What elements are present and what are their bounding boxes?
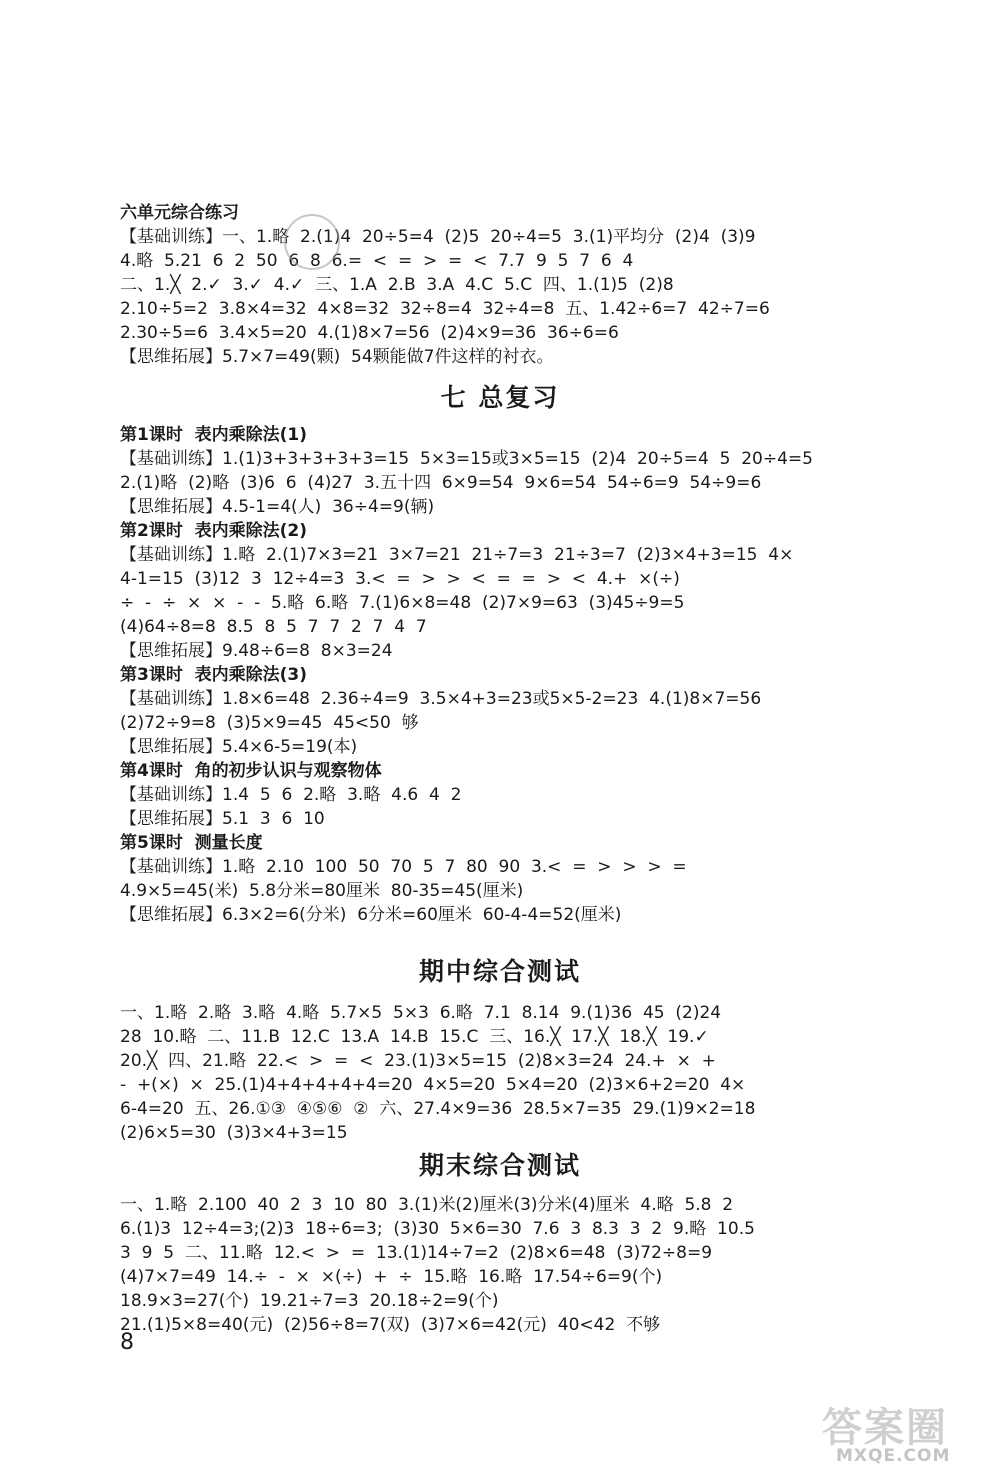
logo-watermark-url: MXQE.COM: [836, 1446, 951, 1466]
answer-line: 6.(1)3 12÷4=3;(2)3 18÷6=3; (3)30 5×6=30 7.6 3 8.3 3 2 9.略 10.5: [120, 1219, 755, 1239]
answer-line: 4.略 5.21 6 2 50 6 8 6.= < = > = < 7.7 9 5 7 6 4: [120, 251, 634, 271]
page-number: 8: [120, 1330, 134, 1355]
answer-line: 【思维拓展】5.1 3 6 10: [120, 809, 325, 829]
answer-line: 【思维拓展】5.4×6-5=19(本): [120, 737, 358, 757]
answer-line: 【思维拓展】5.7×7=49(颗) 54颗能做7件这样的衬衣。: [120, 347, 554, 367]
lesson-title: 第3课时 表内乘除法(3): [120, 665, 308, 685]
answer-line: 28 10.略 二、11.B 12.C 13.A 14.B 15.C 三、16.╳ 17.╳ 18.╳ 19.✓: [120, 1027, 709, 1047]
answer-line: 2.30÷5=6 3.4×5=20 4.(1)8×7=56 (2)4×9=36 36÷6=6: [120, 323, 619, 343]
section-title-final: 期末综合测试: [418, 1151, 581, 1180]
answer-line: (2)72÷9=8 (3)5×9=45 45<50 够: [120, 713, 419, 733]
lesson-title: 第1课时 表内乘除法(1): [120, 425, 308, 445]
answer-line: 4-1=15 (3)12 3 12÷4=3 3.< = > > < = = > < 4.+ ×(÷): [120, 569, 680, 589]
answer-line: ÷ - ÷ × × - - 5.略 6.略 7.(1)6×8=48 (2)7×9=63 (3)45÷9=5: [120, 593, 685, 613]
answer-line: 【思维拓展】9.48÷6=8 8×3=24: [120, 641, 393, 661]
answer-line: 【思维拓展】4.5-1=4(人) 36÷4=9(辆): [120, 497, 435, 517]
answer-line: (2)6×5=30 (3)3×4+3=15: [120, 1123, 348, 1143]
answer-line: 18.9×3=27(个) 19.21÷7=3 20.18÷2=9(个): [120, 1291, 499, 1311]
answer-line: 3 9 5 二、11.略 12.< > = 13.(1)14÷7=2 (2)8×6=48 (3)72÷8=9: [120, 1243, 713, 1263]
answer-line: 二、1.╳ 2.✓ 3.✓ 4.✓ 三、1.A 2.B 3.A 4.C 5.C 四、1.(1)5 (2)8: [120, 275, 674, 295]
answer-line: 【基础训练】1.(1)3+3+3+3+3=15 5×3=15或3×5=15 (2)4 20÷5=4 5 20÷4=5: [120, 449, 813, 469]
logo-watermark: 答案圈: [822, 1405, 948, 1451]
answer-line: 6-4=20 五、26.①③ ④⑤⑥ ② 六、27.4×9=36 28.5×7=35 29.(1)9×2=18: [120, 1099, 756, 1119]
answer-line: 【基础训练】1.4 5 6 2.略 3.略 4.6 4 2: [120, 785, 462, 805]
answer-line: 【基础训练】1.略 2.(1)7×3=21 3×7=21 21÷7=3 21÷3=7 (2)3×4+3=15 4×: [120, 545, 794, 565]
answer-line: 【基础训练】1.略 2.10 100 50 70 5 7 80 90 3.< = > > > =: [120, 857, 687, 877]
answer-line: 一、1.略 2.100 40 2 3 10 80 3.(1)米(2)厘米(3)分米(4)厘米 4.略 5.8 2: [120, 1195, 734, 1215]
lesson-title: 第5课时 测量长度: [120, 833, 263, 853]
answer-line: 【思维拓展】6.3×2=6(分米) 6分米=60厘米 60-4-4=52(厘米): [120, 905, 622, 925]
answer-line: 20.╳ 四、21.略 22.< > = < 23.(1)3×5=15 (2)8×3=24 24.+ × +: [120, 1051, 716, 1071]
lesson-title: 第4课时 角的初步认识与观察物体: [120, 761, 382, 781]
answer-line: 2.(1)略 (2)略 (3)6 6 (4)27 3.五十四 6×9=54 9×6=54 54÷6=9 54÷9=6: [120, 473, 762, 493]
section-title-midterm: 期中综合测试: [418, 957, 581, 986]
answer-line: 4.9×5=45(米) 5.8分米=80厘米 80-35=45(厘米): [120, 881, 524, 901]
lesson-title: 第2课时 表内乘除法(2): [120, 521, 308, 541]
answer-line: - +(×) × 25.(1)4+4+4+4+4=20 4×5=20 5×4=20 (2)3×6+2=20 4×: [120, 1075, 746, 1095]
section-title-unit6: 六单元综合练习: [120, 203, 239, 223]
answer-line: 2.10÷5=2 3.8×4=32 4×8=32 32÷8=4 32÷4=8 五、1.42÷6=7 42÷7=6: [120, 299, 770, 319]
answer-line: 【基础训练】1.8×6=48 2.36÷4=9 3.5×4+3=23或5×5-2=23 4.(1)8×7=56: [120, 689, 762, 709]
answer-line: (4)7×7=49 14.÷ - × ×(÷) + ÷ 15.略 16.略 17.54÷6=9(个): [120, 1267, 663, 1287]
chapter-title: 七 总复习: [440, 383, 560, 412]
stamp-watermark-icon: [284, 214, 340, 270]
answer-line: 21.(1)5×8=40(元) (2)56÷8=7(双) (3)7×6=42(元) 40<42 不够: [120, 1315, 661, 1335]
answer-line: 【基础训练】一、1.略 2.(1)4 20÷5=4 (2)5 20÷4=5 3.(1)平均分 (2)4 (3)9: [120, 227, 756, 247]
answer-line: 一、1.略 2.略 3.略 4.略 5.7×5 5×3 6.略 7.1 8.14 9.(1)36 45 (2)24: [120, 1003, 722, 1023]
answer-line: (4)64÷8=8 8.5 8 5 7 7 2 7 4 7: [120, 617, 427, 637]
